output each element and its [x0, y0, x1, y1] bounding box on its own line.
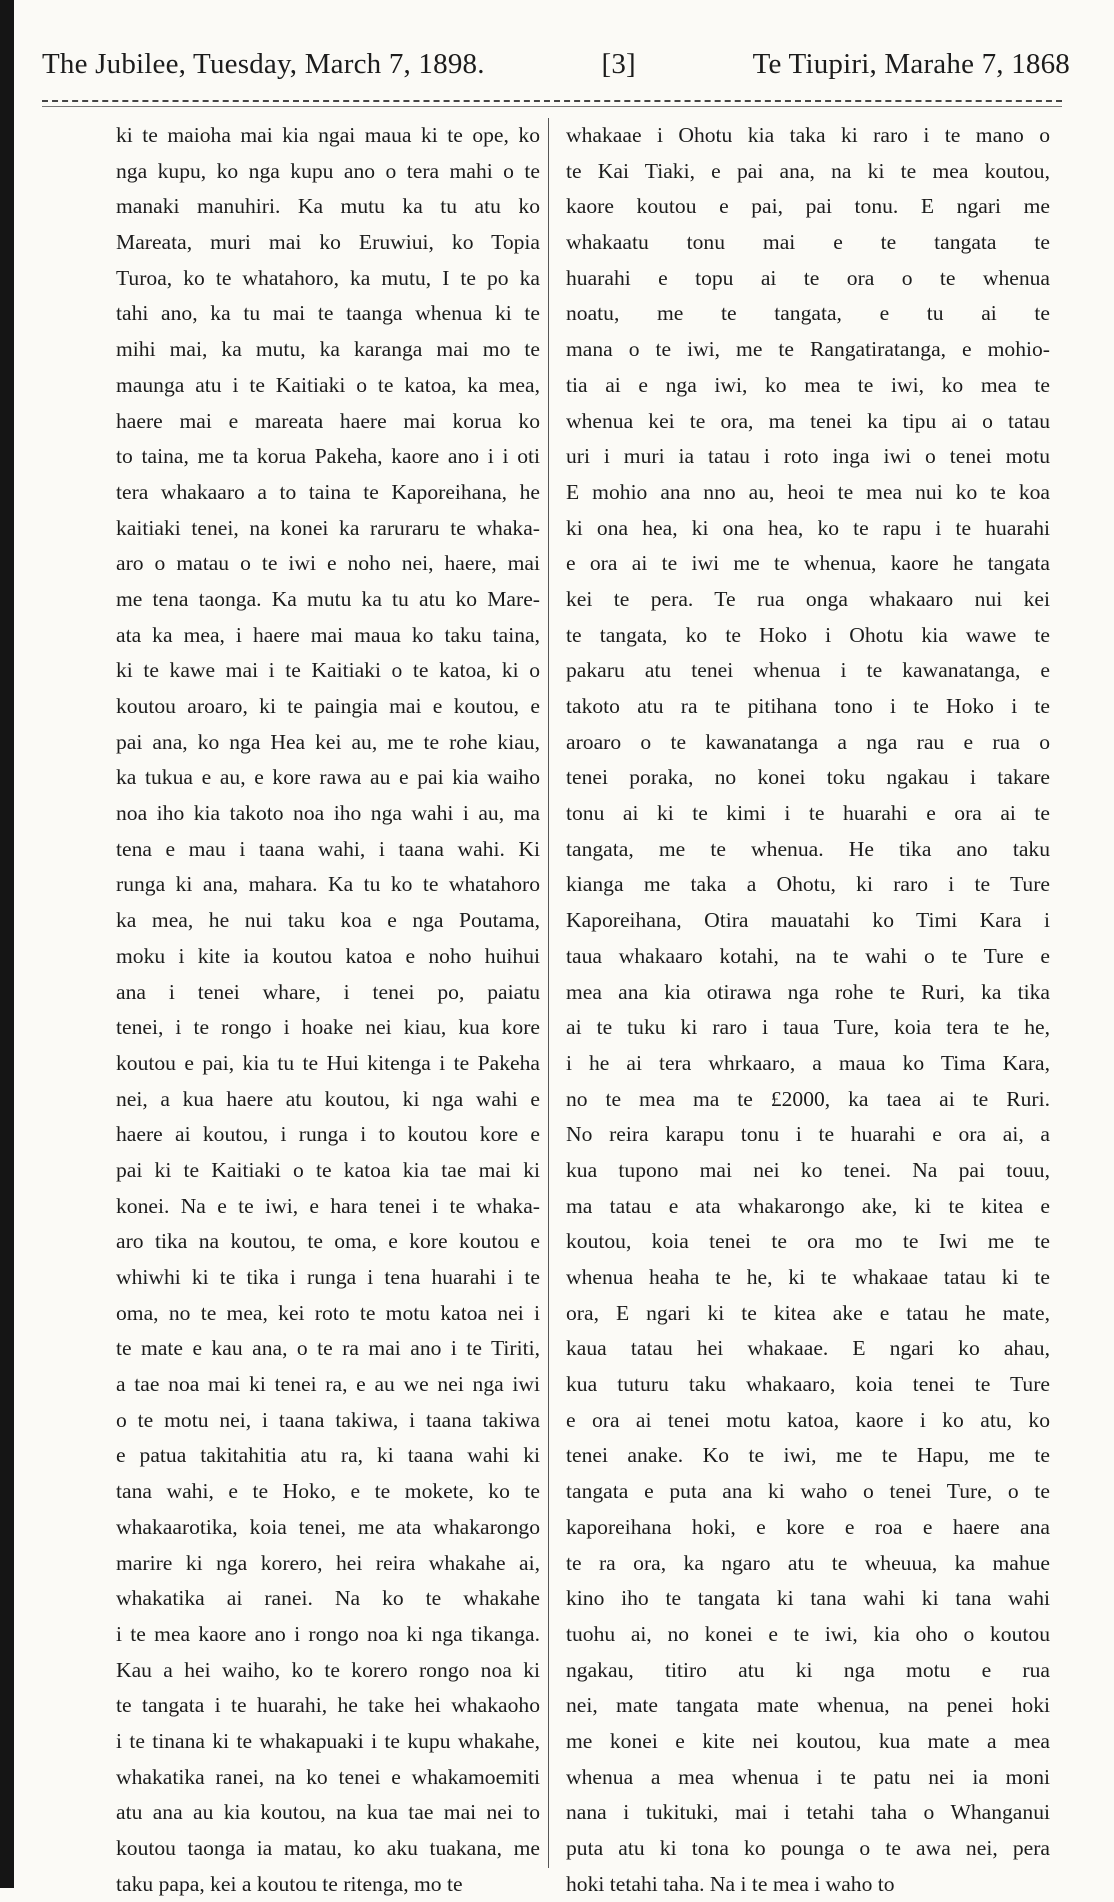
header-english-title: The Jubilee, Tuesday, March 7, 1898.	[42, 48, 485, 80]
text-line: Mareata, muri mai ko Eruwiui, ko Topia	[116, 230, 540, 255]
text-line: haere mai e mareata haere mai korua ko	[116, 408, 540, 433]
text-line: e patua takitahitia atu ra, ki taana wahi ki	[116, 1443, 540, 1468]
page-number: [3]	[601, 48, 636, 80]
text-line: tena e mau i taana wahi, i taana wahi. Ki	[116, 836, 540, 861]
text-line: Turoa, ko te whatahoro, ka mutu, I te po ka	[116, 265, 540, 290]
text-line: te tangata, ko te Hoko i Ohotu kia wawe te	[566, 622, 1050, 647]
text-line: ai te tuku ki raro i taua Ture, koia tera te he,	[566, 1015, 1050, 1040]
text-line: tahi ano, ka tu mai te taanga whenua ki te	[116, 301, 540, 326]
text-line: nga kupu, ko nga kupu ano o tera mahi o te	[116, 158, 540, 183]
text-line: whakatika ranei, na ko tenei e whakamoemiti	[116, 1764, 540, 1789]
text-line: mihi mai, ka mutu, ka karanga mai mo te	[116, 337, 540, 362]
text-line: ki ona hea, ki ona hea, ko te rapu i te huarahi	[566, 515, 1050, 540]
text-line: ma tatau e ata whakarongo ake, ki te kitea e	[566, 1193, 1050, 1218]
text-line: pakaru atu tenei whenua i te kawanatanga, e	[566, 658, 1050, 683]
text-line: oma, no te mea, kei roto te motu katoa nei i	[116, 1300, 540, 1325]
text-line: nana i tukituki, mai i tetahi taha o Whanganui	[566, 1800, 1050, 1825]
header-maori-title: Te Tiupiri, Marahe 7, 1868	[752, 48, 1070, 80]
text-line: uri i muri ia tatau i roto inga iwi o tenei motu	[566, 444, 1050, 469]
text-line: i te tinana ki te whakapuaki i te kupu whakahe,	[116, 1728, 540, 1753]
text-line: to taina, me ta korua Pakeha, kaore ano i i oti	[116, 444, 540, 469]
header-rule-fine	[42, 106, 1062, 107]
text-line: puta atu ki tona ko pounga o te awa nei, pera	[566, 1836, 1050, 1860]
text-line: Kaporeihana, Otira mauatahi ko Timi Kara i	[566, 908, 1050, 933]
text-line: tenei anake. Ko te iwi, me te Hapu, me te	[566, 1443, 1050, 1468]
text-line: kei te pera. Te rua onga whakaaro nui kei	[566, 586, 1050, 611]
text-line: koutou aroaro, ki te paingia mai e koutou, e	[116, 694, 540, 718]
text-line: whakatika ai ranei. Na ko te whakahe	[116, 1586, 540, 1611]
text-line: whakaarotika, koia tenei, me ata whakarongo	[116, 1514, 540, 1539]
header-rule	[42, 100, 1062, 102]
text-line: o te motu nei, i taana takiwa, i taana takiwa	[116, 1407, 540, 1432]
text-line: me konei e kite nei koutou, kua mate a mea	[566, 1728, 1050, 1753]
text-line: No reira karapu tonu i te huarahi e ora ai, a	[566, 1122, 1050, 1147]
text-line: whenua heaha te he, ki te whakaae tatau ki te	[566, 1265, 1050, 1289]
text-line: E mohio ana nno au, heoi te mea nui ko te koa	[566, 479, 1050, 504]
text-line: ora, E ngari ki te kitea ake e tatau he mate,	[566, 1300, 1050, 1325]
text-line: koutou, koia tenei te ora mo te Iwi me te	[566, 1229, 1050, 1254]
text-line: tangata e puta ana ki waho o tenei Ture, o te	[566, 1479, 1050, 1504]
text-line: noatu, me te tangata, e tu ai te	[566, 301, 1050, 326]
text-line: kaua tatau hei whakaae. E ngari ko ahau,	[566, 1336, 1050, 1361]
text-line: huarahi e topu ai te ora o te whenua	[566, 265, 1050, 290]
text-line: tangata, me te whenua. He tika ano taku	[566, 836, 1050, 861]
text-line: mana o te iwi, me te Rangatiratanga, e mohio-	[566, 337, 1050, 362]
text-line: kua tuturu taku whakaaro, koia tenei te Ture	[566, 1372, 1050, 1397]
text-line: tia ai e nga iwi, ko mea te iwi, ko mea te	[566, 372, 1050, 397]
text-line: ata ka mea, i haere mai maua ko taku taina,	[116, 622, 540, 647]
text-line: pai ki te Kaitiaki o te katoa kia tae mai ki	[116, 1157, 540, 1182]
text-line: tenei, i te rongo i hoake nei kiau, kua kore	[116, 1015, 540, 1040]
text-line: moku i kite ia koutou katoa e noho huihui	[116, 943, 540, 968]
text-line: taku papa, kei a koutou te ritenga, mo te	[116, 1871, 463, 1896]
text-line: no te mea ma te £2000, ka taea ai te Ruri.	[566, 1086, 1050, 1111]
text-line: whenua kei te ora, ma tenei ka tipu ai o tatau	[566, 408, 1050, 433]
text-line: ngakau, titiro atu ki nga motu e rua	[566, 1657, 1050, 1682]
page-header	[42, 48, 1070, 88]
text-line: te ra ora, ka ngaro atu te wheuua, ka mahue	[566, 1550, 1050, 1575]
text-line: koutou e pai, kia tu te Hui kitenga i te Pakeha	[116, 1050, 540, 1075]
text-line: Kau a hei waiho, ko te korero rongo noa ki	[116, 1657, 540, 1682]
text-line: nei, a kua haere atu koutou, ki nga wahi e	[116, 1086, 540, 1111]
text-line: mea ana kia otirawa nga rohe te Ruri, ka tika	[566, 979, 1050, 1004]
text-line: ki te kawe mai i te Kaitiaki o te katoa, ki o	[116, 658, 540, 683]
text-line: a tae noa mai ki tenei ra, e au we nei nga iwi	[116, 1372, 540, 1397]
binding-edge	[0, 0, 14, 1888]
text-line: whakaae i Ohotu kia taka ki raro i te mano o	[566, 123, 1050, 147]
text-line: tera whakaaro a to taina te Kaporeihana, he	[116, 479, 540, 504]
text-line: kua tupono mai nei ko tenei. Na pai touu,	[566, 1157, 1050, 1182]
text-line: tenei poraka, no konei toku ngakau i takare	[566, 765, 1050, 790]
text-line: pai ana, ko nga Hea kei au, me te rohe kiau,	[116, 729, 540, 754]
text-line: ka tukua e au, e kore rawa au e pai kia waiho	[116, 765, 540, 790]
text-line: konei. Na e te iwi, e hara tenei i te whaka-	[116, 1193, 540, 1218]
text-line: te tangata i te huarahi, he take hei whakaoho	[116, 1693, 540, 1718]
text-line: aro tika na koutou, te oma, e kore koutou e	[116, 1229, 540, 1254]
text-line: runga ki ana, mahara. Ka tu ko te whatahoro	[116, 872, 540, 897]
text-line: whenua a mea whenua i te patu nei ia moni	[566, 1764, 1050, 1789]
text-line: whiwhi ki te tika i runga i tena huarahi i te	[116, 1265, 540, 1289]
text-line: noa iho kia takoto noa iho nga wahi i au, ma	[116, 801, 540, 826]
text-line: te Kai Tiaki, e pai ana, na ki te mea koutou,	[566, 158, 1050, 183]
text-line: taua whakaaro kotahi, na te wahi o te Ture e	[566, 943, 1050, 968]
text-line: i te mea kaore ano i rongo noa ki nga tikanga.	[116, 1621, 540, 1646]
text-line: hoki tetahi taha. Na i te mea i waho to	[566, 1871, 895, 1896]
text-line: tana wahi, e te Hoko, e te mokete, ko te	[116, 1479, 540, 1504]
text-line: takoto atu ra te pitihana tono i te Hoko i te	[566, 694, 1050, 718]
right-column	[566, 118, 1050, 1902]
text-line: tuohu ai, no konei e te iwi, kia oho o koutou	[566, 1621, 1050, 1646]
text-line: i he ai tera whrkaaro, a maua ko Tima Kara,	[566, 1050, 1050, 1075]
text-line: ki te maioha mai kia ngai maua ki te ope, ko	[116, 123, 540, 147]
text-line: ka mea, he nui taku koa e nga Poutama,	[116, 908, 540, 933]
column-divider	[548, 118, 549, 1868]
text-line: kaitiaki tenei, na konei ka raruraru te whaka-	[116, 515, 540, 540]
text-line: e ora ai te iwi me te whenua, kaore he tangata	[566, 551, 1050, 576]
text-line: kianga me taka a Ohotu, ki raro i te Ture	[566, 872, 1050, 897]
text-line: atu ana au kia koutou, na kua tae mai nei to	[116, 1800, 540, 1825]
text-line: whakaatu tonu mai e te tangata te	[566, 230, 1050, 255]
text-line: kaore koutou e pai, pai tonu. E ngari me	[566, 194, 1050, 219]
text-line: ana i tenei whare, i tenei po, paiatu	[116, 979, 540, 1004]
text-line: te mate e kau ana, o te ra mai ano i te Tiriti,	[116, 1336, 540, 1361]
text-line: haere ai koutou, i runga i to koutou kore e	[116, 1122, 540, 1147]
text-line: manaki manuhiri. Ka mutu ka tu atu ko	[116, 194, 540, 219]
left-column	[116, 118, 540, 1902]
text-line: aroaro o te kawanatanga a nga rau e rua o	[566, 729, 1050, 754]
text-line: e ora ai tenei motu katoa, kaore i ko atu, ko	[566, 1407, 1050, 1432]
text-line: tonu ai ki te kimi i te huarahi e ora ai te	[566, 801, 1050, 826]
text-line: kino iho te tangata ki tana wahi ki tana wahi	[566, 1586, 1050, 1611]
text-line: marire ki nga korero, hei reira whakahe ai,	[116, 1550, 540, 1575]
text-line: koutou taonga ia matau, ko aku tuakana, me	[116, 1836, 540, 1860]
text-line: nei, mate tangata mate whenua, na penei hoki	[566, 1693, 1050, 1718]
text-line: maunga atu i te Kaitiaki o te katoa, ka mea,	[116, 372, 540, 397]
text-line: aro o matau o te iwi e noho nei, haere, mai	[116, 551, 540, 576]
text-line: me tena taonga. Ka mutu ka tu atu ko Mare-	[116, 586, 540, 611]
text-line: kaporeihana hoki, e kore e roa e haere ana	[566, 1514, 1050, 1539]
